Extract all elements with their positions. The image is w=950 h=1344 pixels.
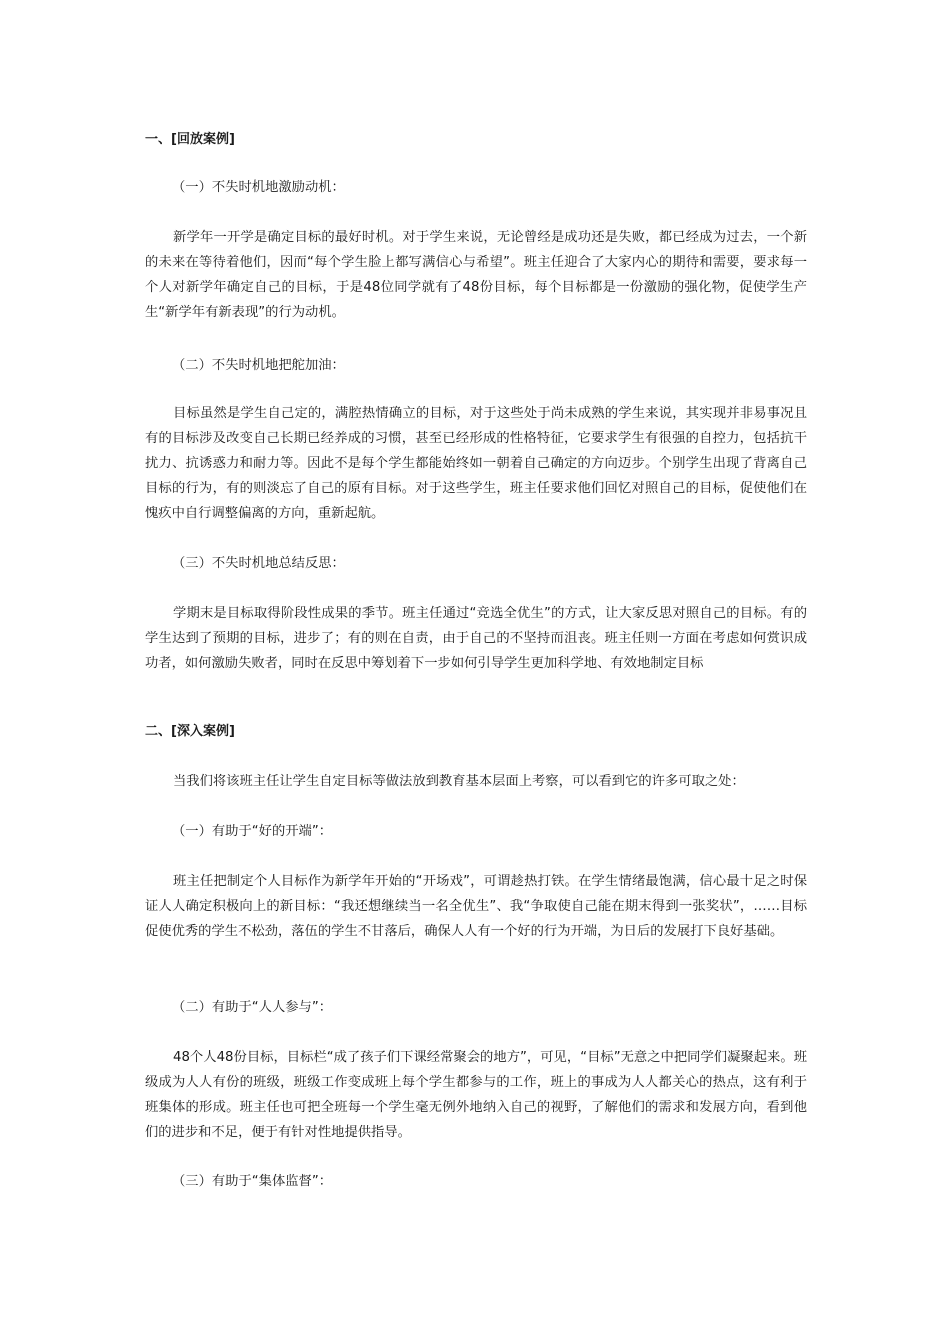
section-1-heading: 一、[回放案例] <box>145 132 235 147</box>
section-1-subheading-1: （一）不失时机地激励动机： <box>172 180 345 195</box>
section-1-subheading-3: （三）不失时机地总结反思： <box>172 556 345 571</box>
section-1-paragraph-2: 目标虽然是学生自己定的，满腔热情确立的目标，对于这些处于尚未成熟的学生来说，其实现并非易事况且有的目标涉及改变自己长期已经养成的习惯，甚至已经形成的性格特征，它要求学生有很强的自控力，包括抗干扰力、抗诱惑力和耐力等。因此不是每个学生都能始终如一朝着自己确定的方向迈步。个别学生出现了背离自己目标的行为，有的则淡忘了自己的原有目标。对于这些学生，班主任要求他们回忆对照自己的目标，促使他们在愧疚中自行调整偏离的方向，重新起航。 <box>145 406 807 521</box>
section-2-paragraph-1: 班主任把制定个人目标作为新学年开始的“开场戏”，可谓趁热打铁。在学生情绪最饱满，信心最十足之时保证人人确定积极向上的新目标：“我还想继续当一名全优生”、我“争取使自己能在期末得到一张奖状”，……目标促使优秀的学生不松劲，落伍的学生不甘落后，确保人人有一个好的行为开端，为日后的发展打下良好基础。 <box>145 874 807 939</box>
section-2-subheading-2: （二）有助于“人人参与”： <box>172 1000 333 1015</box>
section-2-intro: 当我们将该班主任让学生自定目标等做法放到教育基本层面上考察，可以看到它的许多可取之处： <box>173 774 745 789</box>
section-2-subheading-3: （三）有助于“集体监督”： <box>172 1174 333 1189</box>
section-1-paragraph-3: 学期末是目标取得阶段性成果的季节。班主任通过“竞选全优生”的方式，让大家反思对照自己的目标。有的学生达到了预期的目标，进步了；有的则在自责，由于自己的不坚持而沮丧。班主任则一方面在考虑如何赏识成功者，如何激励失败者，同时在反思中筹划着下一步如何引导学生更加科学地、有效地制定目标 <box>145 606 807 671</box>
section-1-subheading-2: （二）不失时机地把舵加油： <box>172 358 345 373</box>
section-1-paragraph-1: 新学年一开学是确定目标的最好时机。对于学生来说，无论曾经是成功还是失败，都已经成为过去，一个新的未来在等待着他们，因而“每个学生脸上都写满信心与希望”。班主任迎合了大家内心的期待和需要，要求每一个人对新学年确定自己的目标，于是48位同学就有了48份目标，每个目标都是一份激励的强化物，促使学生产生“新学年有新表现”的行为动机。 <box>145 230 807 320</box>
section-2-heading: 二、[深入案例] <box>145 724 235 739</box>
section-2-subheading-1: （一）有助于“好的开端”： <box>172 824 333 839</box>
section-2-paragraph-2: 48个人48份目标，目标栏“成了孩子们下课经常聚会的地方”，可见，“目标”无意之中把同学们凝聚起来。班级成为人人有份的班级，班级工作变成班上每个学生都参与的工作，班上的事成为人人都关心的热点，这有利于班集体的形成。班主任也可把全班每一个学生毫无例外地纳入自己的视野，了解他们的需求和发展方向，看到他们的进步和不足，便于有针对性地提供指导。 <box>145 1050 807 1140</box>
